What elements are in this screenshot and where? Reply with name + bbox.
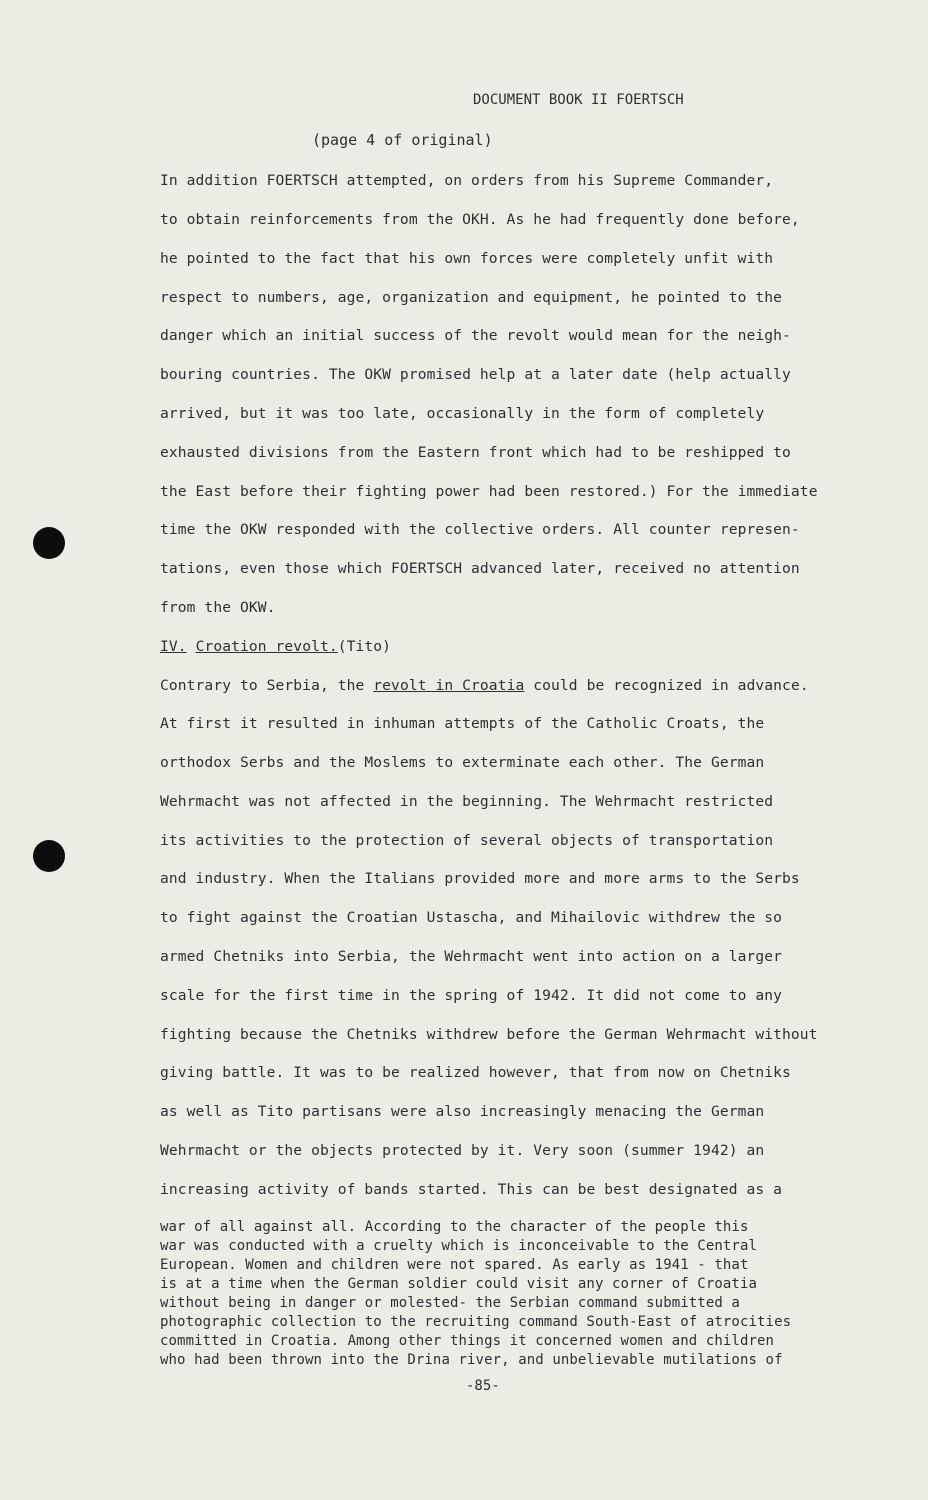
text-line: to fight against the Croatian Ustascha, and Mihailovic withdrew the so bbox=[160, 909, 783, 926]
text-line: scale for the first time in the spring of 1942. It did not come to any bbox=[160, 987, 783, 1004]
text-line: Wehrmacht was not affected in the beginning. The Wehrmacht restricted bbox=[160, 793, 774, 810]
text-line: he pointed to the fact that his own forces were completely unfit with bbox=[160, 250, 774, 267]
text-line: committed in Croatia. Among other things it concerned women and children bbox=[160, 1333, 775, 1349]
text-line: bouring countries. The OKW promised help at a later date (help actually bbox=[160, 366, 791, 383]
text-line: increasing activity of bands started. This can be best designated as a bbox=[160, 1181, 783, 1198]
text-line: exhausted divisions from the Eastern front which had to be reshipped to bbox=[160, 444, 791, 461]
text-line: In addition FOERTSCH attempted, on orders from his Supreme Commander, bbox=[160, 172, 774, 189]
text-line: war was conducted with a cruelty which is inconceivable to the Central bbox=[160, 1238, 758, 1254]
underlined-phrase: revolt in Croatia bbox=[373, 677, 525, 694]
text-line: war of all against all. According to the character of the people this bbox=[160, 1219, 749, 1235]
text-line: who had been thrown into the Drina river, and unbelievable mutilations of bbox=[160, 1352, 783, 1368]
text-fragment: Contrary to Serbia, the bbox=[160, 677, 374, 694]
section-heading bbox=[160, 638, 391, 655]
text-line: photographic collection to the recruiting command South-East of atrocities bbox=[160, 1314, 792, 1330]
text-line: danger which an initial success of the revolt would mean for the neigh- bbox=[160, 327, 791, 344]
text-line: fighting because the Chetniks withdrew before the German Wehrmacht without bbox=[160, 1026, 818, 1043]
text-line: time the OKW responded with the collective orders. All counter represen- bbox=[160, 521, 800, 538]
text-line: the East before their fighting power had been restored.) For the immediate bbox=[160, 483, 818, 500]
text-line: arrived, but it was too late, occasionally in the form of completely bbox=[160, 405, 765, 422]
text-line: as well as Tito partisans were also increasingly menacing the German bbox=[160, 1103, 765, 1120]
page-number: -85- bbox=[466, 1378, 500, 1394]
text-line: its activities to the protection of several objects of transportation bbox=[160, 832, 774, 849]
text-line: Wehrmacht or the objects protected by it. Very soon (summer 1942) an bbox=[160, 1142, 765, 1159]
text-line: is at a time when the German soldier could visit any corner of Croatia bbox=[160, 1276, 758, 1292]
text-line: to obtain reinforcements from the OKH. As he had frequently done before, bbox=[160, 211, 800, 228]
text-line: respect to numbers, age, organization and equipment, he pointed to the bbox=[160, 289, 783, 306]
text-line: without being in danger or molested- the Serbian command submitted a bbox=[160, 1295, 740, 1311]
text-line: and industry. When the Italians provided more and more arms to the Serbs bbox=[160, 870, 800, 887]
document-header: DOCUMENT BOOK II FOERTSCH bbox=[473, 92, 684, 108]
text-line: giving battle. It was to be realized however, that from now on Chetniks bbox=[160, 1064, 791, 1081]
section-suffix: (Tito) bbox=[337, 638, 392, 655]
text-line: armed Chetniks into Serbia, the Wehrmacht went into action on a larger bbox=[160, 948, 783, 965]
section-title: Croation revolt. bbox=[195, 638, 338, 655]
text-line: orthodox Serbs and the Moslems to exterminate each other. The German bbox=[160, 754, 765, 771]
punch-hole-top bbox=[33, 527, 65, 559]
page-reference: (page 4 of original) bbox=[312, 131, 493, 149]
text-line: At first it resulted in inhuman attempts of the Catholic Croats, the bbox=[160, 715, 765, 732]
text-line bbox=[160, 677, 809, 694]
text-line: from the OKW. bbox=[160, 599, 276, 616]
text-line: European. Women and children were not spared. As early as 1941 - that bbox=[160, 1257, 749, 1273]
section-number: IV. bbox=[160, 638, 187, 655]
text-fragment: could be recognized in advance. bbox=[524, 677, 809, 694]
punch-hole-bottom bbox=[33, 840, 65, 872]
text-line: tations, even those which FOERTSCH advanced later, received no attention bbox=[160, 560, 800, 577]
